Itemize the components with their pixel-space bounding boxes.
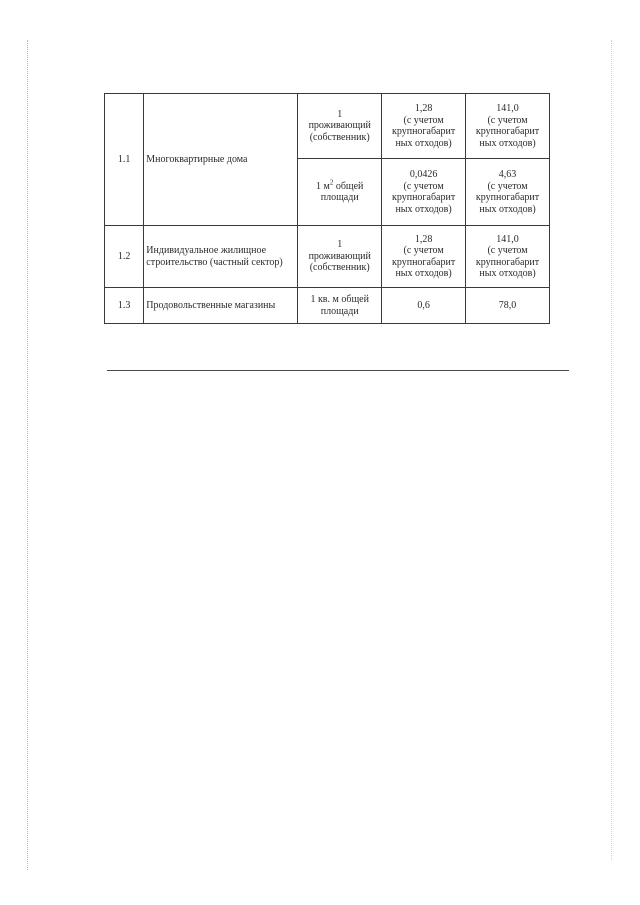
value-line: крупногабарит bbox=[391, 256, 456, 268]
object-category: Индивидуальное жилищное строительство (частный сектор) bbox=[144, 226, 298, 288]
calculation-unit bbox=[298, 226, 382, 288]
table-row bbox=[105, 94, 550, 159]
value-line: крупногабарит bbox=[475, 256, 540, 268]
unit-line bbox=[300, 178, 379, 193]
value-line: крупногабарит bbox=[475, 126, 540, 137]
table-row bbox=[105, 226, 550, 288]
unit-line: 1 bbox=[337, 108, 343, 120]
value-line: ных отходов) bbox=[395, 268, 452, 279]
calculation-unit bbox=[298, 94, 382, 159]
value-line: 141,0 bbox=[496, 233, 519, 245]
unit-line: площади bbox=[320, 192, 359, 203]
norm-mass-value bbox=[382, 226, 466, 288]
value-line: ных отходов) bbox=[395, 137, 452, 149]
norm-volume-value: 78,0 bbox=[466, 288, 550, 324]
unit-line: 1 bbox=[337, 239, 343, 251]
norm-mass-value bbox=[382, 94, 466, 159]
row-number: 1.2 bbox=[105, 226, 144, 288]
value-line: ных отходов) bbox=[479, 137, 536, 149]
unit-superscript: 2 bbox=[329, 178, 334, 187]
norm-volume-value bbox=[466, 159, 550, 226]
scan-edge-right bbox=[611, 40, 612, 860]
calculation-unit bbox=[298, 159, 382, 226]
unit-suffix: общей bbox=[333, 180, 364, 192]
value-line: 1,28 bbox=[414, 233, 433, 245]
value-line: (с учетом bbox=[403, 114, 444, 126]
value-line: ных отходов) bbox=[479, 203, 536, 215]
unit-line: (собственник) bbox=[309, 131, 370, 143]
norm-mass-value: 0,6 bbox=[382, 288, 466, 324]
value-line: крупногабарит bbox=[475, 192, 540, 203]
value-line: 0,0426 bbox=[409, 169, 438, 180]
value-line: (с учетом bbox=[403, 245, 444, 256]
norms-table bbox=[104, 93, 550, 324]
value-line: ных отходов) bbox=[479, 268, 536, 279]
scan-edge-left bbox=[27, 40, 28, 870]
value-line: крупногабарит bbox=[391, 192, 456, 203]
calculation-unit: 1 кв. м общей площади bbox=[298, 288, 382, 324]
value-line: (с учетом bbox=[403, 180, 444, 192]
object-category: Многоквартирные дома bbox=[144, 94, 298, 226]
value-line: (с учетом bbox=[487, 245, 528, 256]
value-line: 1,28 bbox=[414, 103, 433, 114]
unit-line: проживающий bbox=[308, 250, 371, 262]
value-line: крупногабарит bbox=[391, 126, 456, 137]
value-line: (с учетом bbox=[487, 180, 528, 192]
row-number: 1.1 bbox=[105, 94, 144, 226]
unit-line: проживающий bbox=[308, 120, 371, 132]
norm-mass-value bbox=[382, 159, 466, 226]
value-line: ных отходов) bbox=[395, 203, 452, 215]
value-line: (с учетом bbox=[487, 114, 528, 126]
unit-prefix: 1 м bbox=[316, 180, 330, 192]
table-row bbox=[105, 288, 550, 324]
horizontal-rule bbox=[107, 370, 569, 371]
value-line: 4,63 bbox=[498, 169, 517, 180]
norm-volume-value bbox=[466, 94, 550, 159]
value-line: 141,0 bbox=[496, 103, 519, 114]
unit-line: (собственник) bbox=[309, 262, 370, 274]
norm-volume-value bbox=[466, 226, 550, 288]
row-number: 1.3 bbox=[105, 288, 144, 324]
object-category: Продовольственные магазины bbox=[144, 288, 298, 324]
